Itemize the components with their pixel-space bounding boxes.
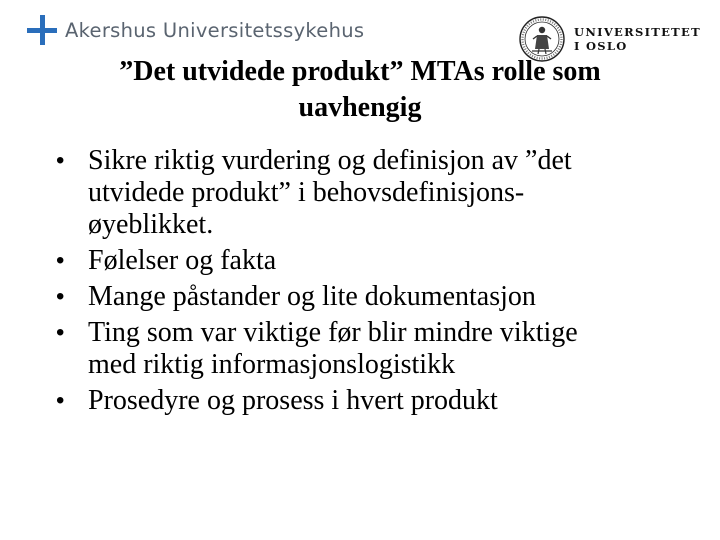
bullet-text-line: øyeblikket. [88, 209, 214, 240]
bullet-text-line: Følelser og fakta [88, 245, 277, 276]
bullet-item-ting [56, 317, 696, 381]
uio-logo-text [574, 25, 701, 53]
bullet-text-line: Sikre riktig vurdering og definisjon av ”det [88, 145, 572, 176]
ahus-logo-text: Akershus Universitetssykehus [65, 18, 365, 42]
bullet-text-line: Ting som var viktige før blir mindre viktige [88, 317, 578, 348]
bullet-marker: • [56, 283, 65, 310]
bullet-text-line: med riktig informasjonslogistikk [88, 349, 456, 380]
bullet-item-vurdering [56, 145, 696, 241]
bullet-marker: • [56, 387, 65, 414]
bullet-item-pastander [56, 281, 696, 313]
slide-title [40, 54, 680, 126]
bullet-text-line: Prosedyre og prosess i hvert produkt [88, 385, 498, 416]
bullet-marker: • [56, 319, 65, 346]
bullet-item-prosedyre [56, 385, 696, 417]
uio-logo-line1: UNIVERSITETET [574, 25, 701, 39]
bullet-item-folelser [56, 245, 696, 277]
bullet-text-line: Mange påstander og lite dokumentasjon [88, 281, 536, 312]
bullet-marker: • [56, 147, 65, 174]
title-line-2: uavhengig [298, 92, 422, 123]
bullet-list [56, 145, 696, 421]
bullet-text-line: utvidede produkt” i behovsdefinisjons- [88, 177, 525, 208]
bullet-marker: • [56, 247, 65, 274]
title-line-1: ”Det utvidede produkt” MTAs rolle som [119, 56, 601, 87]
uio-logo-line2: I OSLO [574, 39, 628, 53]
ahus-cross-icon [27, 15, 57, 45]
ahus-logo [27, 15, 364, 45]
